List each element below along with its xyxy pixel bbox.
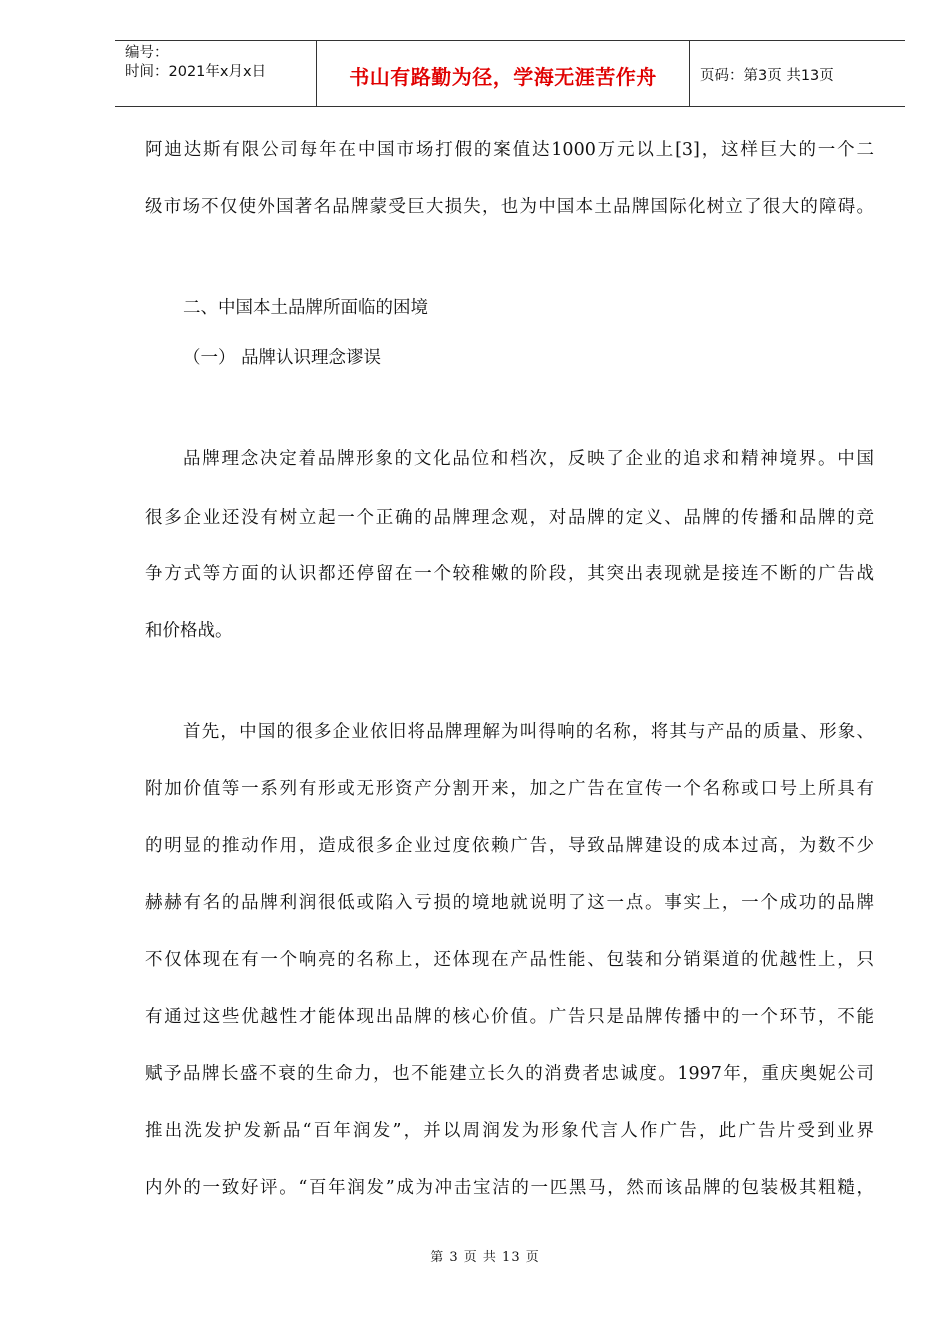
paragraph-line: 首先，中国的很多企业依旧将品牌理解为叫得响的名称，将其与产品的质量、形象、: [183, 722, 874, 742]
paragraph-line: 级市场不仅使外国著名品牌蒙受巨大损失，也为中国本土品牌国际化树立了很大的障碍。: [145, 197, 874, 217]
serial-number-label: 编号：: [125, 45, 169, 61]
paragraph-line: 的明显的推动作用，造成很多企业过度依赖广告，导致品牌建设的成本过高，为数不少: [145, 836, 874, 856]
paragraph-line: 很多企业还没有树立起一个正确的品牌理念观，对品牌的定义、品牌的传播和品牌的竞: [145, 508, 874, 528]
section-heading: 二、中国本土品牌所面临的困境: [183, 298, 428, 318]
page-footer: 第 3 页 共 13 页: [430, 1250, 540, 1265]
paragraph-line: 推出洗发护发新品“百年润发”，并以周润发为形象代言人作广告，此广告片受到业界: [145, 1121, 874, 1141]
header-page-info: 页码：第3页 共13页: [700, 68, 834, 84]
paragraph-line: 争方式等方面的认识都还停留在一个较稚嫩的阶段，其突出表现就是接连不断的广告战: [145, 564, 874, 584]
subsection-heading: （一） 品牌认识理念谬误: [183, 348, 382, 368]
paragraph-line: 附加价值等一系列有形或无形资产分割开来，加之广告在宣传一个名称或口号上所具有: [145, 779, 874, 799]
document-header: [115, 40, 905, 107]
header-meta: [115, 41, 316, 106]
paragraph-line: 和价格战。: [145, 621, 233, 641]
paragraph-line: 有通过这些优越性才能体现出品牌的核心价值。广告只是品牌传播中的一个环节，不能: [145, 1007, 874, 1027]
paragraph-line: 赫赫有名的品牌利润很低或陷入亏损的境地就说明了这一点。事实上，一个成功的品牌: [145, 893, 874, 913]
paragraph-line: 赋予品牌长盛不衰的生命力，也不能建立长久的消费者忠诚度。1997年，重庆奥妮公司: [145, 1064, 874, 1084]
date-label: 时间：2021年x月x日: [125, 64, 267, 80]
paragraph-line: 内外的一致好评。“百年润发”成为冲击宝洁的一匹黑马，然而该品牌的包装极其粗糙，: [145, 1178, 874, 1198]
paragraph-line: 不仅体现在有一个响亮的名称上，还体现在产品性能、包装和分销渠道的优越性上，只: [145, 950, 874, 970]
paragraph-line: 阿迪达斯有限公司每年在中国市场打假的案值达1000万元以上[3]，这样巨大的一个二: [145, 140, 874, 160]
header-motto: 书山有路勤为径，学海无涯苦作舟: [316, 41, 690, 106]
paragraph-line: 品牌理念决定着品牌形象的文化品位和档次，反映了企业的追求和精神境界。中国: [183, 449, 874, 469]
